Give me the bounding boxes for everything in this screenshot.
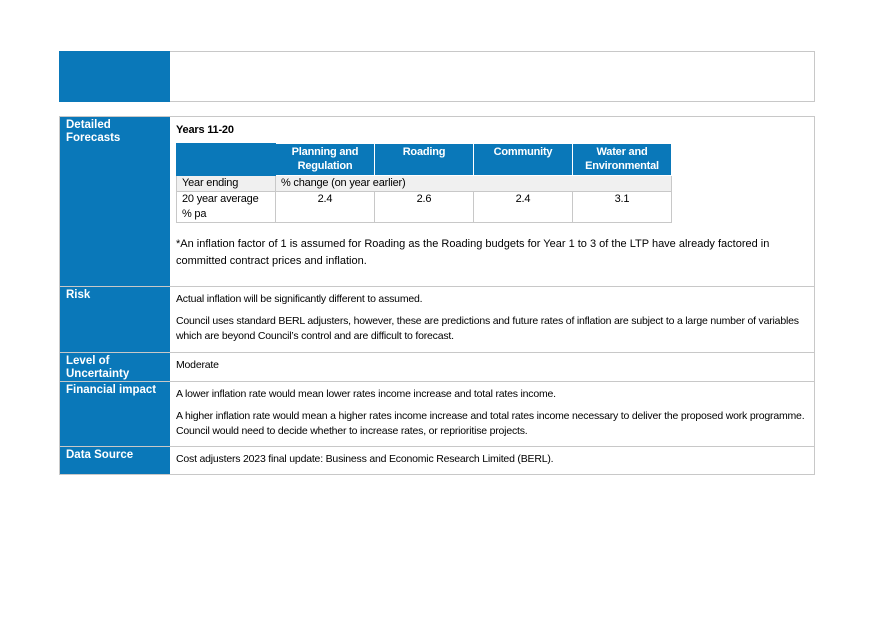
forecast-value-row — [177, 192, 672, 223]
row-risk — [60, 287, 814, 353]
roading-footnote: *An inflation factor of 1 is assumed for Roading as the Roading budgets for Year 1 to 3 of the LTP have already factored in committed contract prices and inflation. — [176, 238, 770, 267]
content-uncertainty: Moderate — [176, 359, 219, 371]
value-water: 3.1 — [573, 192, 672, 223]
change-label: % change (on year earlier) — [276, 176, 672, 192]
label-uncertainty: Level of Uncertainty — [60, 353, 170, 381]
header-roading: Roading — [375, 144, 474, 176]
value-planning: 2.4 — [276, 192, 375, 223]
row-financial-impact — [60, 382, 814, 447]
label-data-source: Data Source — [60, 447, 170, 474]
header-planning: Planning and Regulation — [276, 144, 375, 176]
content-data-source: Cost adjusters 2023 final update: Business and Economic Research Limited (BERL). — [176, 453, 554, 465]
forecast-header-row — [177, 144, 672, 176]
year-ending-label: Year ending — [177, 176, 276, 192]
years-heading: Years 11-20 — [176, 124, 234, 136]
header-community: Community — [474, 144, 573, 176]
header-water: Water and Environmental — [573, 144, 672, 176]
row-uncertainty — [60, 353, 814, 382]
label-financial-impact: Financial impact — [60, 382, 170, 446]
header-blue-block — [59, 51, 170, 102]
average-label: 20 year average % pa — [177, 192, 276, 223]
assumption-table — [59, 116, 815, 475]
header-box — [59, 51, 815, 102]
impact-paragraph-2: A higher inflation rate would mean a higher rates income increase and total rates income necessary to deliver the proposed work programme. Council would need to decide whether to increase rates, or reprioritise projects. — [176, 410, 805, 437]
content-detailed-forecasts — [170, 117, 814, 286]
row-data-source — [60, 447, 814, 474]
row-detailed-forecasts — [60, 117, 814, 287]
risk-paragraph-2: Council uses standard BERL adjusters, however, these are predictions and future rates of inflation are subject to a large number of variables which are beyond Council’s control and are difficult to forecast. — [176, 315, 799, 342]
forecast-year-ending-row — [177, 176, 672, 192]
forecast-table — [176, 143, 672, 223]
label-risk: Risk — [60, 287, 170, 352]
risk-paragraph-1: Actual inflation will be significantly different to assumed. — [176, 293, 423, 305]
content-financial-impact — [170, 382, 814, 446]
content-risk — [170, 287, 814, 352]
header-blank — [177, 144, 276, 176]
value-community: 2.4 — [474, 192, 573, 223]
impact-paragraph-1: A lower inflation rate would mean lower rates income increase and total rates income. — [176, 388, 556, 400]
value-roading: 2.6 — [375, 192, 474, 223]
label-detailed-forecasts: Detailed Forecasts — [60, 117, 170, 286]
